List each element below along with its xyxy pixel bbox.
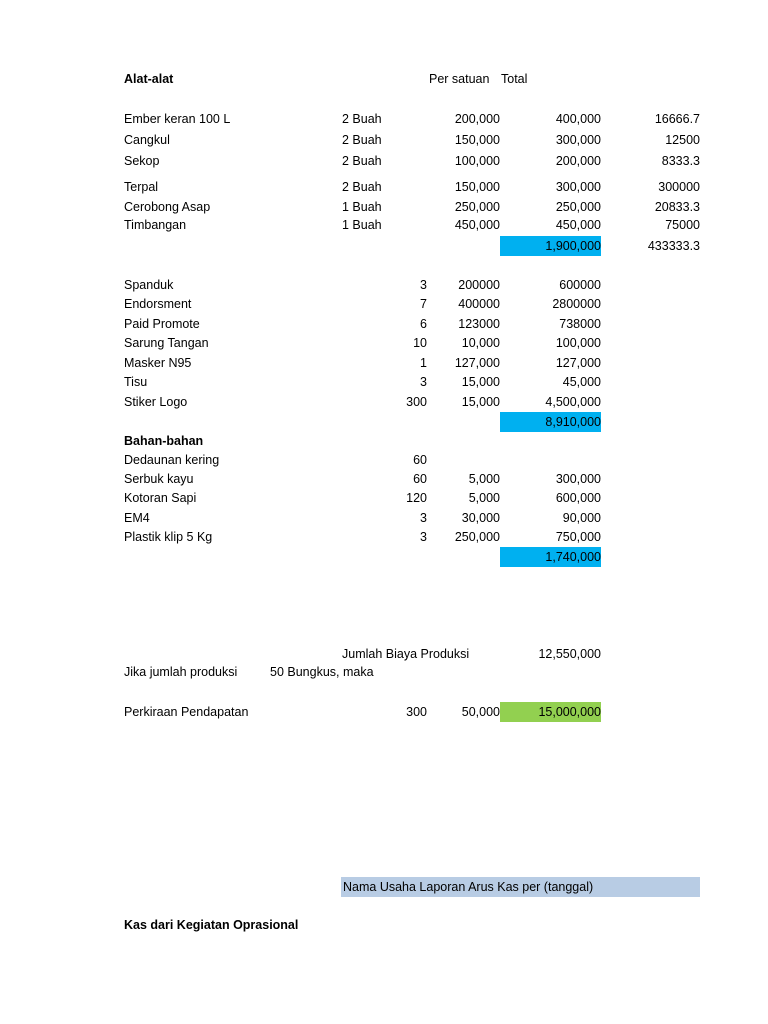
- item-unit-price: 450,000: [454, 218, 500, 232]
- item-name: Serbuk kayu: [124, 472, 194, 486]
- item-name: Sarung Tangan: [124, 336, 209, 350]
- pendapatan-label: Perkiraan Pendapatan: [124, 705, 249, 719]
- item-name: EM4: [124, 511, 150, 525]
- produksi-label: Jika jumlah produksi: [124, 665, 238, 679]
- item-qty: 3: [420, 278, 427, 292]
- item-total: 600000: [559, 278, 601, 292]
- alat-subtotal-extra: 433333.3: [647, 239, 700, 253]
- biaya-produksi-value: 12,550,000: [538, 647, 601, 661]
- item-extra-value: 8333.3: [661, 154, 700, 168]
- item-unit-price: 100,000: [454, 154, 500, 168]
- item-unit-price: 123000: [458, 317, 500, 331]
- item-total: 300,000: [555, 180, 601, 194]
- produksi-value: 50 Bungkus, maka: [270, 665, 374, 679]
- item-total: 738000: [559, 317, 601, 331]
- item-total: 4,500,000: [545, 395, 601, 409]
- item-name: Stiker Logo: [124, 395, 188, 409]
- item-total: 2800000: [552, 297, 601, 311]
- biaya-produksi-label: Jumlah Biaya Produksi: [342, 647, 470, 661]
- item-qty: 6: [420, 317, 427, 331]
- item-qty: 60: [413, 472, 427, 486]
- item-name: Dedaunan kering: [124, 453, 220, 467]
- report-title: Nama Usaha Laporan Arus Kas per (tanggal): [343, 880, 594, 894]
- item-total: 100,000: [555, 336, 601, 350]
- item-unit-price: 10,000: [461, 336, 500, 350]
- item-total: 300,000: [555, 472, 601, 486]
- item-qty: 60: [413, 453, 427, 467]
- item-name: Tisu: [124, 375, 148, 389]
- item-qty: 2 Buah: [342, 133, 382, 147]
- item-name: Paid Promote: [124, 317, 200, 331]
- pendapatan-unit: 50,000: [461, 705, 500, 719]
- item-name: Plastik klip 5 Kg: [124, 530, 213, 544]
- item-name: Timbangan: [124, 218, 187, 232]
- item-name: Masker N95: [124, 356, 192, 370]
- item-extra-value: 75000: [665, 218, 700, 232]
- item-unit-price: 15,000: [461, 375, 500, 389]
- item-qty: 300: [406, 395, 427, 409]
- item-total: 600,000: [555, 491, 601, 505]
- item-unit-price: 5,000: [468, 491, 500, 505]
- item-qty: 1 Buah: [342, 200, 382, 214]
- pendapatan-total: 15,000,000: [538, 705, 601, 719]
- col-header-total: Total: [501, 72, 528, 86]
- bahan-subtotal: 1,740,000: [545, 550, 601, 564]
- item-extra-value: 300000: [658, 180, 700, 194]
- item-unit-price: 200,000: [454, 112, 500, 126]
- item-qty: 2 Buah: [342, 180, 382, 194]
- item-total: 250,000: [555, 200, 601, 214]
- bahan-heading: Bahan-bahan: [124, 434, 204, 448]
- item-total: 45,000: [562, 375, 601, 389]
- item-unit-price: 5,000: [468, 472, 500, 486]
- item-qty: 1: [420, 356, 427, 370]
- alat-subtotal: 1,900,000: [545, 239, 601, 253]
- item-name: Cerobong Asap: [124, 200, 211, 214]
- item-name: Kotoran Sapi: [124, 491, 197, 505]
- item-qty: 1 Buah: [342, 218, 382, 232]
- item-total: 750,000: [555, 530, 601, 544]
- item-extra-value: 12500: [665, 133, 700, 147]
- item-unit-price: 250,000: [454, 530, 500, 544]
- report-section-heading: Kas dari Kegiatan Oprasional: [124, 918, 299, 932]
- item-qty: 120: [406, 491, 427, 505]
- item-qty: 3: [420, 511, 427, 525]
- alat-heading: Alat-alat: [124, 72, 174, 86]
- item-name: Sekop: [124, 154, 160, 168]
- item-qty: 3: [420, 530, 427, 544]
- item-name: Ember keran 100 L: [124, 112, 231, 126]
- item-unit-price: 400000: [458, 297, 500, 311]
- item-name: Spanduk: [124, 278, 174, 292]
- item-unit-price: 250,000: [454, 200, 500, 214]
- item-total: 200,000: [555, 154, 601, 168]
- item-total: 450,000: [555, 218, 601, 232]
- item-extra-value: 20833.3: [654, 200, 700, 214]
- item-unit-price: 15,000: [461, 395, 500, 409]
- item-total: 127,000: [555, 356, 601, 370]
- item-unit-price: 127,000: [454, 356, 500, 370]
- item-name: Endorsment: [124, 297, 192, 311]
- item-qty: 2 Buah: [342, 112, 382, 126]
- item-qty: 10: [413, 336, 427, 350]
- pendapatan-qty: 300: [406, 705, 427, 719]
- item-total: 400,000: [555, 112, 601, 126]
- item-unit-price: 150,000: [454, 180, 500, 194]
- item-qty: 3: [420, 375, 427, 389]
- item-name: Cangkul: [124, 133, 170, 147]
- promo-subtotal: 8,910,000: [545, 415, 601, 429]
- col-header-per-satuan: Per satuan: [429, 72, 490, 86]
- item-total: 300,000: [555, 133, 601, 147]
- item-qty: 2 Buah: [342, 154, 382, 168]
- item-extra-value: 16666.7: [654, 112, 700, 126]
- item-unit-price: 30,000: [461, 511, 500, 525]
- item-unit-price: 150,000: [454, 133, 500, 147]
- item-unit-price: 200000: [458, 278, 500, 292]
- item-qty: 7: [420, 297, 427, 311]
- item-name: Terpal: [124, 180, 159, 194]
- item-total: 90,000: [562, 511, 601, 525]
